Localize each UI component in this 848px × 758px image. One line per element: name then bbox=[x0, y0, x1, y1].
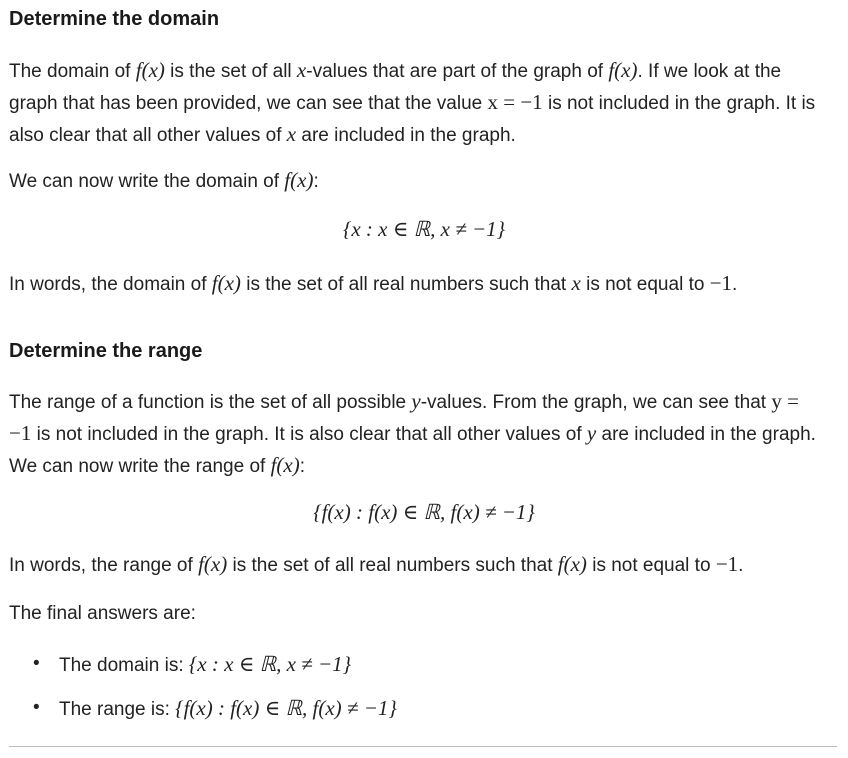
math-y-eq: y = −1 bbox=[9, 389, 799, 445]
text: is not equal to bbox=[580, 274, 710, 295]
text: is not included in the graph. It is also clear that all other values of bbox=[9, 93, 816, 146]
domain-explanation bbox=[9, 55, 821, 151]
range-explanation bbox=[9, 386, 821, 482]
text: In words, the range of bbox=[9, 555, 199, 576]
text: . If we look at the graph that has been provided, we can see that the value bbox=[9, 61, 782, 114]
math-x: x bbox=[571, 271, 581, 295]
text: is the set of all real numbers such that bbox=[227, 555, 558, 576]
final-answers-list bbox=[0, 649, 397, 737]
math-fx: f(x) bbox=[270, 453, 300, 477]
domain-equation: {x : x ∈ ℝ, x ≠ −1} bbox=[342, 217, 506, 241]
domain-in-words bbox=[9, 268, 821, 300]
text: In words, the domain of bbox=[9, 274, 212, 295]
text: is the set of all bbox=[164, 61, 297, 82]
text: . bbox=[738, 555, 744, 576]
text: The domain of bbox=[9, 61, 136, 82]
math-fx: f(x) bbox=[135, 58, 165, 82]
text: -values that are part of the graph of bbox=[306, 61, 609, 82]
math-fx: f(x) bbox=[284, 168, 314, 192]
answer-math: {f(x) : f(x) ∈ ℝ, f(x) ≠ −1} bbox=[175, 696, 397, 720]
text: . bbox=[732, 274, 738, 295]
text: is not equal to bbox=[586, 555, 716, 576]
range-equation: {f(x) : f(x) ∈ ℝ, f(x) ≠ −1} bbox=[313, 500, 535, 524]
math-x: x bbox=[286, 122, 297, 146]
bullet-icon: • bbox=[33, 697, 40, 718]
text: -values. From the graph, we can see that bbox=[420, 392, 772, 413]
divider bbox=[9, 746, 837, 747]
math-y: y bbox=[586, 421, 597, 445]
domain-heading: Determine the domain bbox=[9, 8, 220, 30]
math-fx: f(x) bbox=[198, 552, 228, 576]
answer-math: {x : x ∈ ℝ, x ≠ −1} bbox=[188, 652, 352, 676]
range-in-words bbox=[9, 549, 821, 581]
text: is not included in the graph. It is also clear that all other values of bbox=[31, 424, 587, 445]
answer-label: The range is: bbox=[59, 699, 176, 720]
text: are included in the graph. We can now write the range of bbox=[9, 424, 816, 477]
text: are included in the graph. bbox=[296, 125, 516, 146]
math-value: −1 bbox=[709, 271, 733, 295]
math-fx: f(x) bbox=[557, 552, 587, 576]
math-y: y bbox=[411, 389, 421, 413]
final-answers-intro: The final answers are: bbox=[9, 603, 196, 624]
text: : bbox=[299, 456, 306, 477]
math-value: −1 bbox=[715, 552, 739, 576]
math-x: x bbox=[296, 58, 307, 82]
text: We can now write the domain of bbox=[9, 171, 285, 192]
list-item bbox=[33, 693, 397, 737]
answer-label: The domain is: bbox=[59, 655, 189, 676]
math-fx: f(x) bbox=[211, 271, 241, 295]
math-x-eq: x = −1 bbox=[487, 90, 543, 114]
text: : bbox=[313, 171, 319, 192]
math-fx: f(x) bbox=[608, 58, 638, 82]
text: The range of a function is the set of all possible bbox=[9, 392, 412, 413]
text: is the set of all real numbers such that bbox=[240, 274, 572, 295]
range-heading: Determine the range bbox=[9, 340, 203, 362]
domain-intro bbox=[9, 165, 821, 197]
bullet-icon: • bbox=[33, 653, 40, 674]
list-item bbox=[33, 649, 397, 693]
